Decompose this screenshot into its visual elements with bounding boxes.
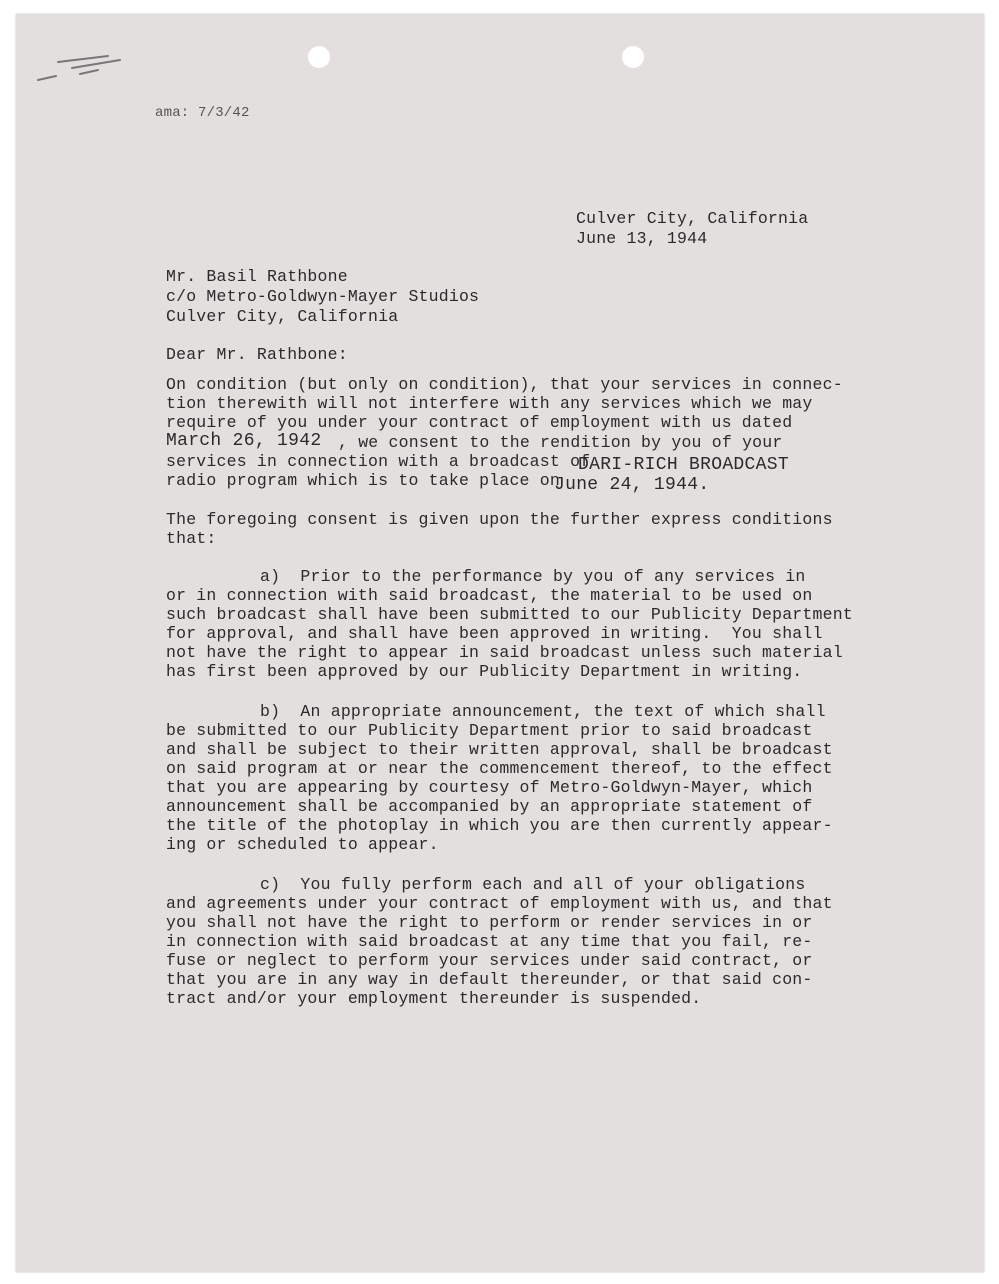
body-line: radio program which is to take place on (166, 471, 560, 490)
contract-date: March 26, 1942 (166, 431, 322, 451)
body-line: services in connection with a broadcast of (166, 452, 591, 471)
letter-date: June 13, 1944 (576, 229, 708, 248)
clause-b-line: and shall be subject to their written approval, shall be broadcast (166, 740, 833, 759)
clause-a-line: or in connection with said broadcast, the material to be used on (166, 586, 813, 605)
clause-c-line: in connection with said broadcast at any time that you fail, re- (166, 932, 813, 951)
body-line: that: (166, 529, 217, 548)
clause-c-line: you shall not have the right to perform or render services in or (166, 913, 813, 932)
clause-a-line: not have the right to appear in said broadcast unless such material (166, 643, 843, 662)
body-line: require of you under your contract of employment with us dated (166, 413, 793, 432)
clause-b-line: ing or scheduled to appear. (166, 835, 439, 854)
salutation: Dear Mr. Rathbone: (166, 345, 348, 364)
pencil-mark (28, 46, 148, 86)
body-line: The foregoing consent is given upon the further express conditions (166, 510, 833, 529)
addressee-name: Mr. Basil Rathbone (166, 267, 348, 286)
clause-c-line: that you are in any way in default thereunder, or that said con- (166, 970, 813, 989)
clause-a-line: a) Prior to the performance by you of any services in (260, 567, 806, 586)
clause-c-line: c) You fully perform each and all of your obligations (260, 875, 806, 894)
clause-b-line: the title of the photoplay in which you are then currently appear- (166, 816, 833, 835)
clause-a-line: such broadcast shall have been submitted to our Publicity Department (166, 605, 853, 624)
place-line: Culver City, California (576, 209, 809, 228)
clause-c-line: tract and/or your employment thereunder is suspended. (166, 989, 702, 1008)
clause-c-line: fuse or neglect to perform your services under said contract, or (166, 951, 813, 970)
punch-hole (622, 46, 644, 68)
letter-page (16, 14, 984, 1272)
clause-b-line: announcement shall be accompanied by an appropriate statement of (166, 797, 813, 816)
addressee-line: c/o Metro-Goldwyn-Mayer Studios (166, 287, 480, 306)
reference-mark: ama: 7/3/42 (155, 105, 250, 121)
body-line: On condition (but only on condition), that your services in connec- (166, 375, 843, 394)
clause-b-line: on said program at or near the commencement thereof, to the effect (166, 759, 833, 778)
clause-b-line: b) An appropriate announcement, the text of which shall (260, 702, 826, 721)
clause-c-line: and agreements under your contract of employment with us, and that (166, 894, 833, 913)
clause-b-line: be submitted to our Publicity Department prior to said broadcast (166, 721, 813, 740)
punch-hole (308, 46, 330, 68)
broadcast-date: June 24, 1944. (554, 475, 710, 495)
program-name: DARI-RICH BROADCAST (578, 455, 789, 475)
addressee-line: Culver City, California (166, 307, 399, 326)
body-line: tion therewith will not interfere with any services which we may (166, 394, 813, 413)
clause-b-line: that you are appearing by courtesy of Metro-Goldwyn-Mayer, which (166, 778, 813, 797)
clause-a-line: has first been approved by our Publicity Department in writing. (166, 662, 803, 681)
body-line: , we consent to the rendition by you of your (338, 433, 783, 452)
clause-a-line: for approval, and shall have been approved in writing. You shall (166, 624, 823, 643)
